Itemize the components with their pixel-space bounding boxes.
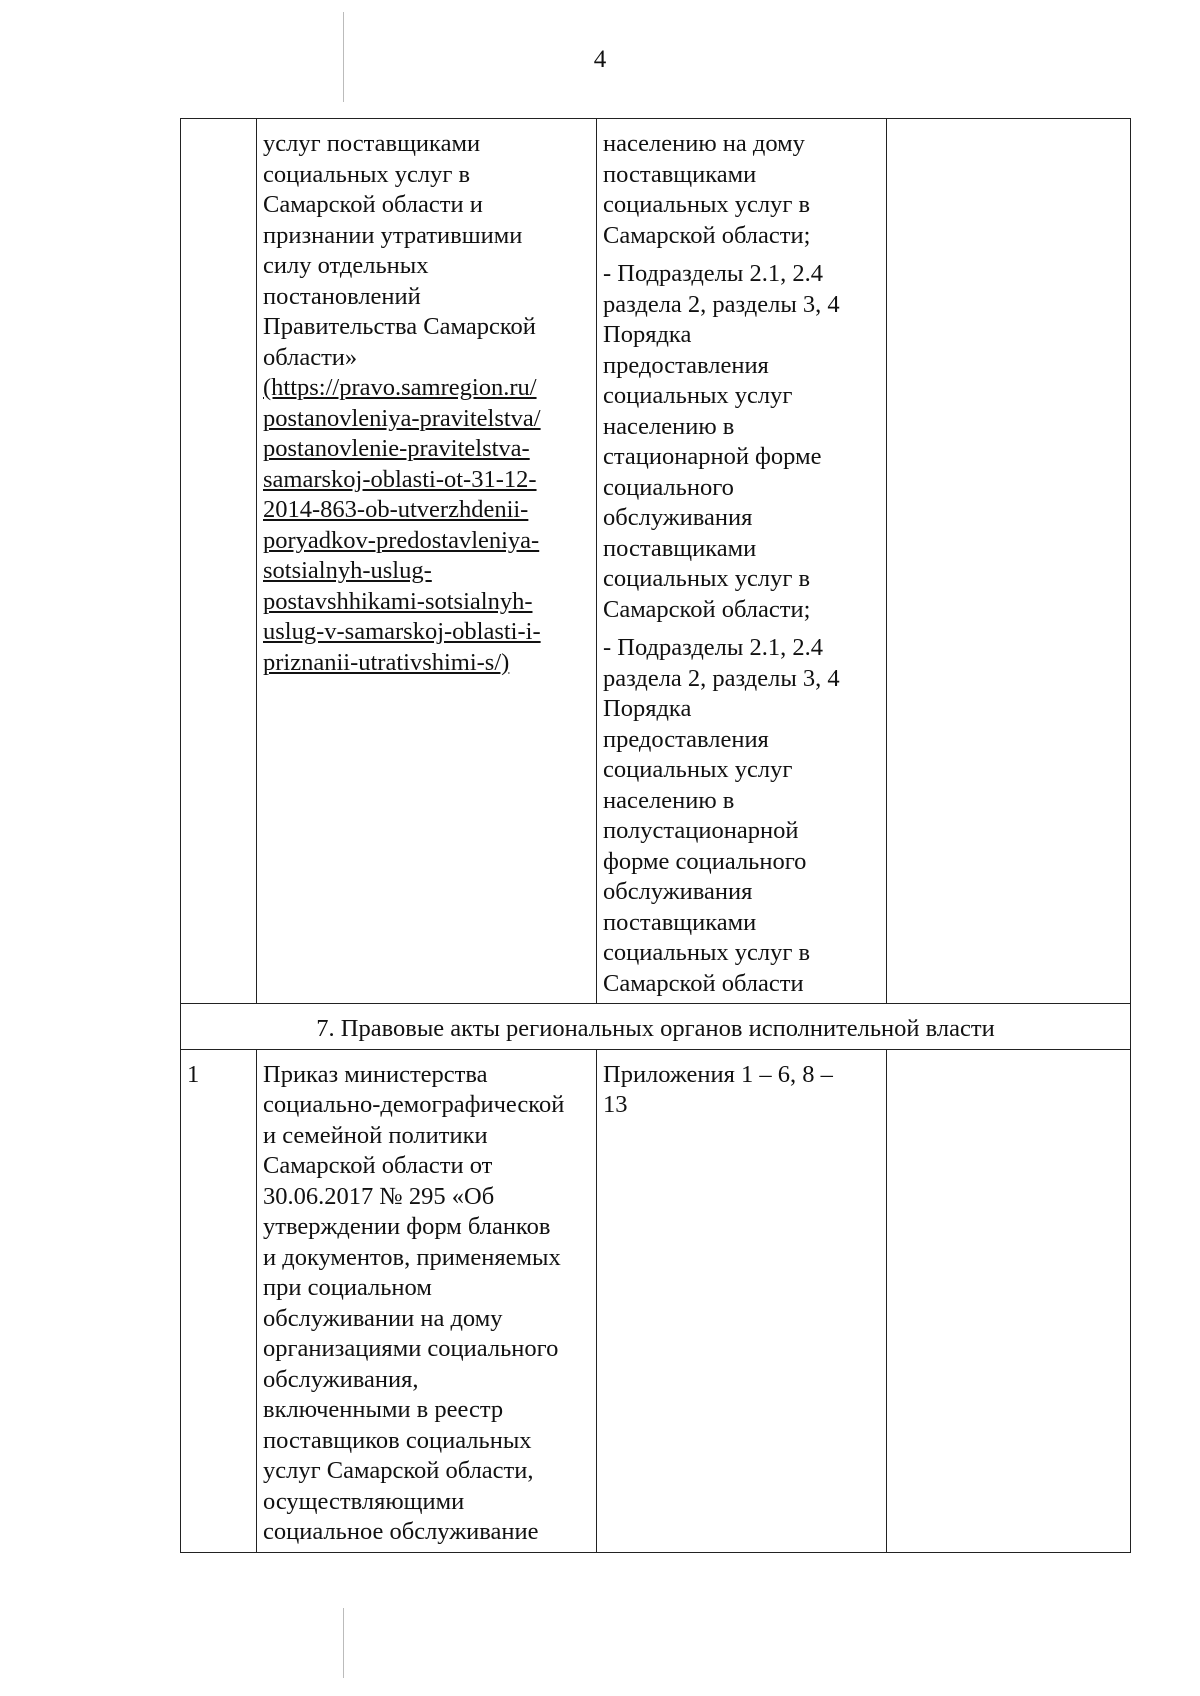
section-heading: 7. Правовые акты региональных органов исполнительной власти <box>181 1004 1131 1050</box>
text-line: - Подразделы 2.1, 2.4 <box>603 260 823 287</box>
continued-row <box>181 119 1131 1004</box>
text-line: социальных услуг <box>603 382 793 409</box>
text-line: форме социального <box>603 847 807 875</box>
text-line: раздела 2, разделы 3, 4 <box>603 664 840 692</box>
text-line: предоставления <box>603 725 769 753</box>
text-line: Самарской области и <box>263 191 483 218</box>
text-line: социальных услуг в <box>603 939 811 966</box>
act-link[interactable] <box>263 373 590 678</box>
text-line: социального <box>603 473 734 501</box>
document-table <box>180 118 1131 1553</box>
link-line: 2014-863-ob-utverzhdenii- <box>263 496 529 523</box>
provisions-block-2 <box>603 259 880 625</box>
continued-row-provisions-cell <box>597 119 887 1004</box>
text-line: социальных услуг в <box>263 160 471 188</box>
scan-mark-bottom <box>343 1608 344 1678</box>
text-line: полустационарной <box>603 817 799 844</box>
text-line: населению в <box>603 412 735 440</box>
text-line: обслуживания <box>603 878 753 905</box>
text-line: и семейной политики <box>263 1121 488 1149</box>
row-provisions-cell <box>597 1049 887 1552</box>
row-empty-cell <box>887 1049 1131 1552</box>
text-line: поставщиками <box>603 908 757 936</box>
continued-row-act-cell <box>257 119 597 1004</box>
text-line: 13 <box>603 1091 628 1118</box>
text-line: осуществляющими <box>263 1487 465 1515</box>
row-act-cell <box>257 1049 597 1552</box>
text-line: при социальном <box>263 1274 432 1301</box>
text-line: обслуживания, <box>263 1365 419 1393</box>
text-line: обслуживании на дому <box>263 1304 503 1332</box>
text-line: постановлений <box>263 282 421 310</box>
link-line: samarskoj-oblasti-ot-31-12- <box>263 465 537 493</box>
text-line: обслуживания <box>603 504 753 531</box>
table-row <box>181 1049 1131 1552</box>
link-line: sotsialnyh-uslug- <box>263 557 432 584</box>
link-line: postavshhikami-sotsialnyh- <box>263 587 533 615</box>
text-line: включенными в реестр <box>263 1396 504 1423</box>
row-number: 1 <box>181 1049 257 1552</box>
text-line: Правительства Самарской <box>263 313 536 340</box>
text-line: области» <box>263 343 358 371</box>
scan-mark-top <box>343 12 344 102</box>
text-line: услуг Самарской области, <box>263 1457 534 1484</box>
text-line: Приказ министерства <box>263 1060 488 1088</box>
text-line: 30.06.2017 № 295 «Об <box>263 1182 495 1210</box>
text-line: Самарской области <box>603 969 804 997</box>
text-line: Приложения 1 – 6, 8 – <box>603 1060 833 1088</box>
text-line: услуг поставщиками <box>263 130 481 157</box>
provisions-block-3 <box>603 633 880 999</box>
text-line: социальное обслуживание <box>263 1518 539 1545</box>
section-heading-row <box>181 1004 1131 1050</box>
text-line: Порядка <box>603 695 692 722</box>
link-line: priznanii-utrativshimi-s/) <box>263 648 510 676</box>
continued-row-number-cell <box>181 119 257 1004</box>
text-line: Самарской области; <box>603 595 811 623</box>
text-line: Порядка <box>603 321 692 348</box>
link-line: poryadkov-predostavleniya- <box>263 526 540 554</box>
text-line: силу отдельных <box>263 252 429 279</box>
text-line: населению в <box>603 786 735 814</box>
text-line: социальных услуг в <box>603 191 811 218</box>
text-line: поставщиков социальных <box>263 1426 532 1454</box>
text-line: Самарской области; <box>603 221 811 249</box>
text-line: и документов, применяемых <box>263 1243 561 1271</box>
text-line: признании утратившими <box>263 221 523 249</box>
text-line: поставщиками <box>603 160 757 188</box>
continued-row-empty-cell <box>887 119 1131 1004</box>
text-line: Самарской области от <box>263 1152 493 1179</box>
text-line: раздела 2, разделы 3, 4 <box>603 290 840 318</box>
link-line: postanovlenie-pravitelstva- <box>263 435 530 462</box>
text-line: утверждении форм бланков <box>263 1213 551 1240</box>
text-line: поставщиками <box>603 534 757 562</box>
act-title-text <box>263 129 590 373</box>
link-line: postanovleniya-pravitelstva/ <box>263 404 541 432</box>
page-number: 4 <box>593 46 607 73</box>
link-line: uslug-v-samarskoj-oblasti-i- <box>263 618 541 645</box>
text-line: населению на дому <box>603 130 805 157</box>
provisions-text <box>603 1060 880 1121</box>
text-line: социально-демографической <box>263 1091 565 1118</box>
text-line: стационарной форме <box>603 443 822 470</box>
text-line: социальных услуг <box>603 756 793 783</box>
text-line: - Подразделы 2.1, 2.4 <box>603 634 823 661</box>
act-title-text <box>263 1060 590 1548</box>
text-line: предоставления <box>603 351 769 379</box>
link-line: (https://pravo.samregion.ru/ <box>263 374 537 401</box>
text-line: организациями социального <box>263 1335 559 1362</box>
text-line: социальных услуг в <box>603 565 811 592</box>
provisions-block-1 <box>603 129 880 251</box>
